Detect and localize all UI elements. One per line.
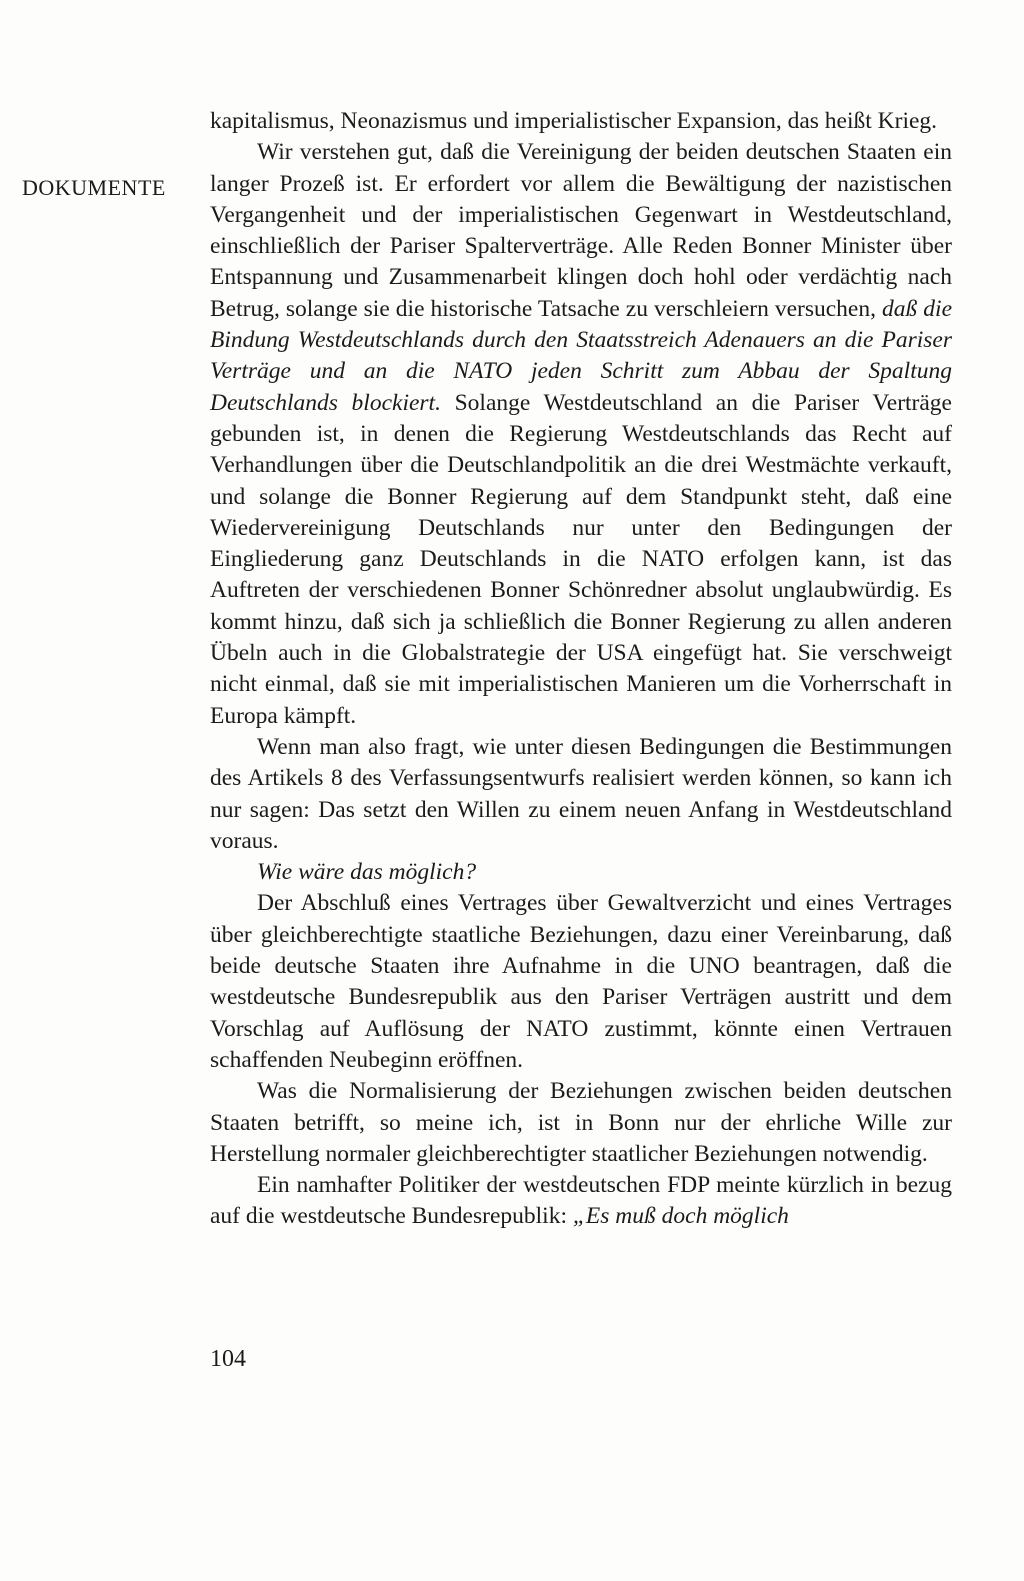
paragraph-1-start: Wir verstehen gut, daß die Vereinigung der beiden deutschen Staaten ein langer Prozeß ist. Er erfordert vor allem die Bewältigung der nazistischen Vergangenheit und der imperialistischen Gegenwart in Westdeutschland, einschließlich der Pariser Spalterverträge. Alle Reden Bonner Minister über Entspannung und Zusammenarbeit klingen doch hohl oder verdächtig nach Betrug, solange sie die historische Tatsache zu verschleiern versuchen, — [210, 139, 952, 322]
paragraph-6-start: Ein namhafter Politiker der westdeutschen FDP meinte kürzlich in bezug auf die westdeutsche Bundesrepublik: — [210, 1172, 952, 1230]
paragraph-6 — [210, 1170, 952, 1233]
paragraph-1 — [210, 137, 952, 732]
margin-label: DOKUMENTE — [22, 175, 166, 200]
paragraph-1-emphasis: daß die Bindung Westdeutschlands durch den Staatsstreich Adenauers an die Pariser Verträge und an die NATO jeden Schritt zum Abbau der Spaltung Deutschlands blockiert. — [210, 295, 952, 416]
paragraph-continuation: kapitalismus, Neonazismus und imperialistischer Expansion, das heißt Krieg. — [210, 108, 938, 134]
page-number: 104 — [210, 1346, 246, 1372]
paragraph-5: Was die Normalisierung der Beziehungen zwischen beiden deutschen Staaten betrifft, so meine ich, ist in Bonn nur der ehrliche Wille zur Herstellung normaler gleichberechtigter staatlicher Beziehungen notwendig. — [210, 1078, 952, 1167]
paragraph-1-end: Solange Westdeutschland an die Pariser Verträge gebunden ist, in denen die Regierung Westdeutschlands das Recht auf Verhandlungen über die Deutschlandpolitik an die drei Westmächte verkauft, und solange die Bonner Regierung auf dem Standpunkt steht, daß eine Wiedervereinigung Deutschlands nur unter den Bedingungen der Eingliederung ganz Deutschlands in die NATO erfolgen kann, ist das Auftreten der verschiedenen Bonner Schönredner absolut unglaubwürdig. Es kommt hinzu, daß sich ja schließlich die Bonner Regierung zu allen anderen Übeln auch in die Globalstrategie der USA eingefügt hat. Sie verschweigt nicht einmal, daß sie mit imperialistischen Manieren um die Vorherrschaft in Europa kämpft. — [210, 389, 952, 729]
paragraph-2: Wenn man also fragt, wie unter diesen Bedingungen die Bestimmungen des Artikels 8 des Verfassungsentwurfs realisiert werden können, so kann ich nur sagen: Das setzt den Willen zu einem neuen Anfang in Westdeutschland voraus. — [210, 733, 952, 854]
question-emphasis: Wie wäre das möglich? — [257, 859, 477, 886]
paragraph-4: Der Abschluß eines Vertrages über Gewaltverzicht und eines Vertrages über gleichberechtigte staatliche Beziehungen, dazu einer Vereinbarung, daß beide deutsche Staaten ihre Aufnahme in die UNO beantragen, daß die westdeutsche Bundesrepublik aus den Pariser Verträgen austritt und dem Vorschlag auf Auflösung der NATO zustimmt, könnte einen Vertrauen schaffenden Neubeginn eröffnen. — [210, 890, 952, 1073]
paragraph-6-quote: „Es muß doch möglich — [572, 1203, 789, 1230]
body-text — [210, 106, 952, 1233]
paragraph-3-question — [210, 857, 952, 888]
